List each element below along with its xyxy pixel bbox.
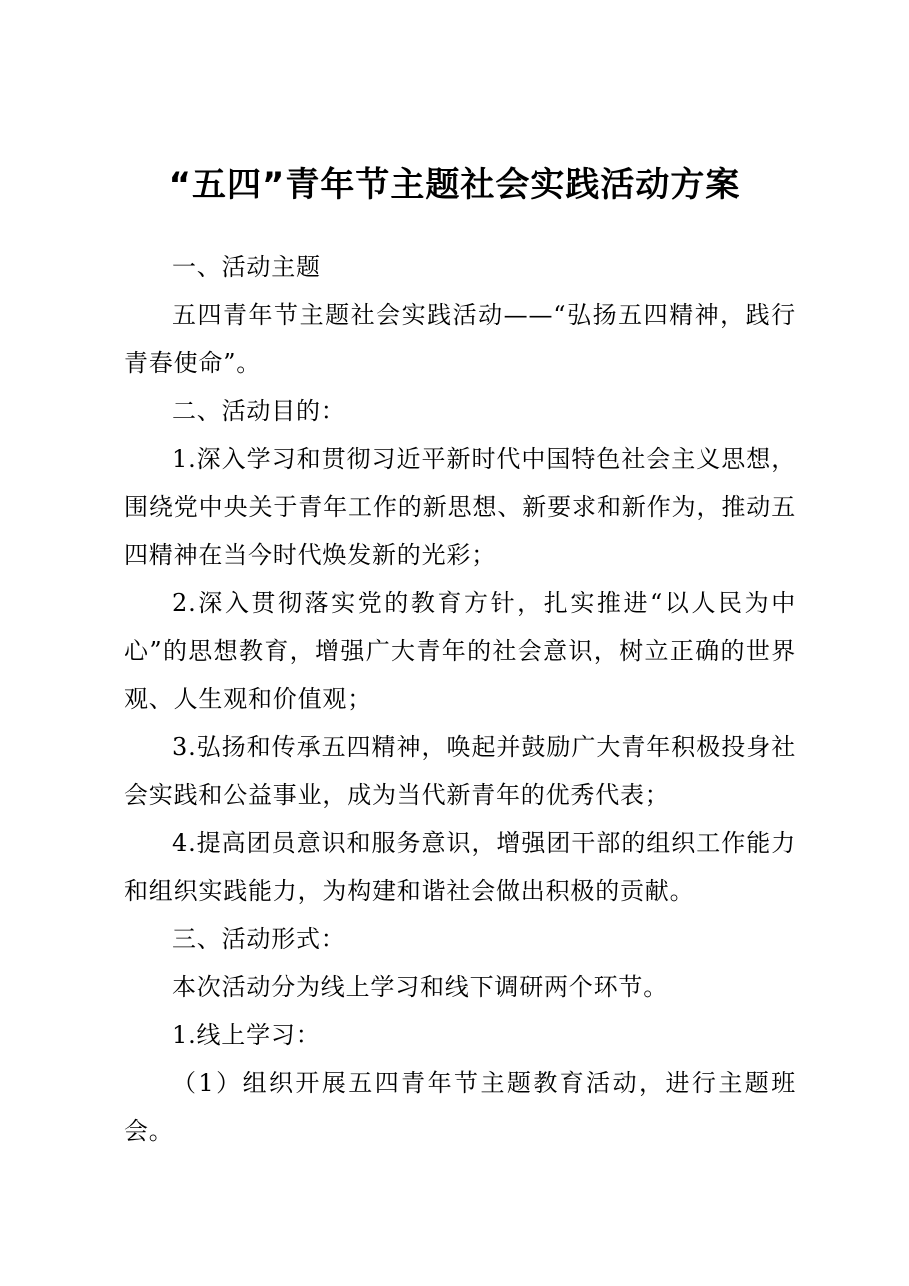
document-body — [124, 243, 796, 1155]
format-subitem-1: （1）组织开展五四青年节主题教育活动，进行主题班会。 — [124, 1069, 796, 1145]
section-heading-format: 三、活动形式： — [172, 925, 346, 953]
paragraph-theme: 五四青年节主题社会实践活动——“弘扬五四精神，践行青春使命”。 — [124, 301, 796, 377]
format-item-1: 1.线上学习： — [172, 1021, 321, 1049]
purpose-item-3: 3.弘扬和传承五四精神，唤起并鼓励广大青年积极投身社会实践和公益事业，成为当代新青年的优秀代表； — [124, 733, 796, 809]
section-heading-theme: 一、活动主题 — [172, 253, 321, 281]
purpose-item-2: 2.深入贯彻落实党的教育方针，扎实推进“以人民为中心”的思想教育，增强广大青年的社会意识，树立正确的世界观、人生观和价值观； — [124, 589, 796, 713]
document-title: “五四”青年节主题社会实践活动方案 — [168, 165, 741, 205]
purpose-item-4: 4.提高团员意识和服务意识，增强团干部的组织工作能力和组织实践能力，为构建和谐社会做出积极的贡献。 — [124, 829, 796, 905]
section-heading-purpose: 二、活动目的： — [172, 397, 346, 425]
purpose-item-1: 1.深入学习和贯彻习近平新时代中国特色社会主义思想，围绕党中央关于青年工作的新思想、新要求和新作为，推动五四精神在当今时代焕发新的光彩； — [124, 445, 796, 569]
paragraph-format: 本次活动分为线上学习和线下调研两个环节。 — [172, 973, 668, 1001]
